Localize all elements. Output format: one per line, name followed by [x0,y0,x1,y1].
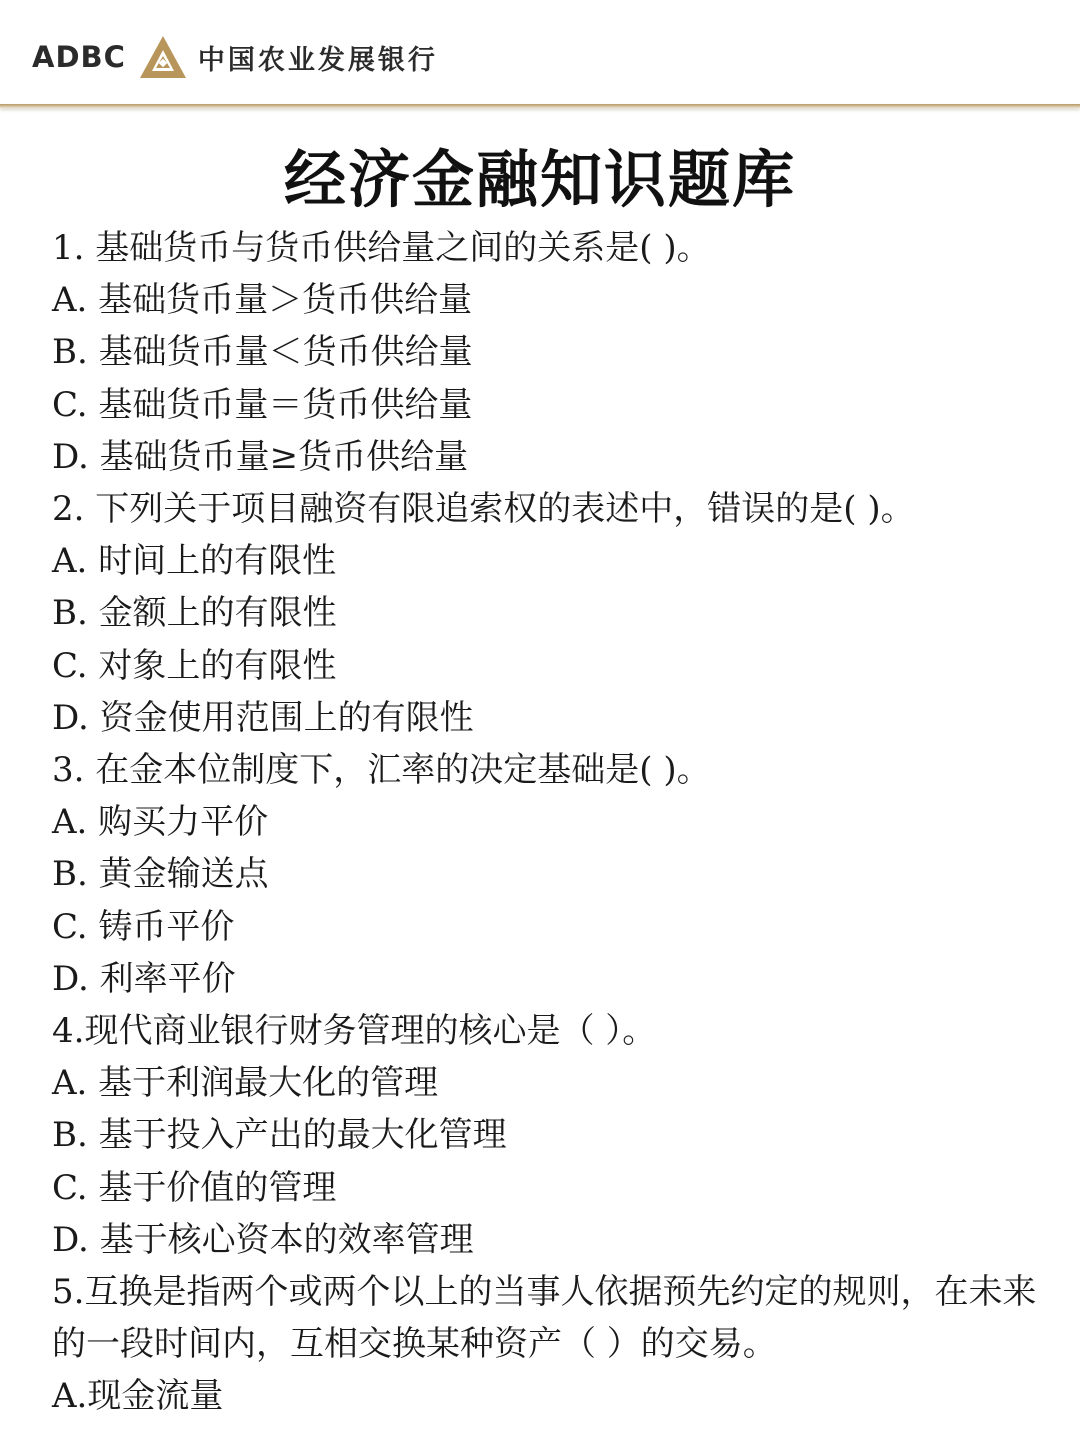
question-5-option-a: A.现金流量 [52,1376,224,1417]
question-4-stem: 4.现代商业银行财务管理的核心是（ ）。 [52,1011,657,1052]
header-divider [0,104,1080,108]
question-5-stem: 5.互换是指两个或两个以上的当事人依据预先约定的规则，在未来的一段时间内，互相交换某种资产（ ）的交易。 [52,1272,1037,1365]
question-2-option-c: C. 对象上的有限性 [52,645,337,686]
question-list [52,222,1042,1423]
question-3-option-d: D. 利率平价 [52,958,236,999]
question-4-option-b: B. 基于投入产出的最大化管理 [52,1115,507,1156]
question-4-option-d: D. 基于核心资本的效率管理 [52,1219,474,1260]
question-3-stem: 3. 在金本位制度下，汇率的决定基础是( )。 [52,750,711,791]
page-header [0,0,1080,104]
question-4-option-a: A. 基于利润最大化的管理 [52,1063,439,1104]
question-1-option-b: B. 基础货币量＜货币供给量 [52,332,473,373]
question-3-option-c: C. 铸币平价 [52,906,235,947]
bank-abbreviation: ADBC [32,40,126,74]
question-1-option-c: C. 基础货币量＝货币供给量 [52,384,473,425]
bank-logo-icon [138,34,188,80]
question-2-stem: 2. 下列关于项目融资有限追索权的表述中，错误的是( )。 [52,489,915,530]
question-3-option-b: B. 黄金输送点 [52,854,269,895]
question-2-option-b: B. 金额上的有限性 [52,593,337,634]
question-1-option-a: A. 基础货币量＞货币供给量 [52,280,473,321]
question-2-option-d: D. 资金使用范围上的有限性 [52,697,474,738]
question-1-stem: 1. 基础货币与货币供给量之间的关系是( )。 [52,228,711,268]
question-3-option-a: A. 购买力平价 [52,802,269,843]
bank-name: 中国农业发展银行 [197,44,438,76]
bank-brand [32,34,438,80]
question-2-option-a: A. 时间上的有限性 [52,541,337,582]
question-4-option-c: C. 基于价值的管理 [52,1167,337,1208]
question-1-option-d: D. 基础货币量≥货币供给量 [52,436,469,477]
page-title: 经济金融知识题库 [283,143,796,216]
